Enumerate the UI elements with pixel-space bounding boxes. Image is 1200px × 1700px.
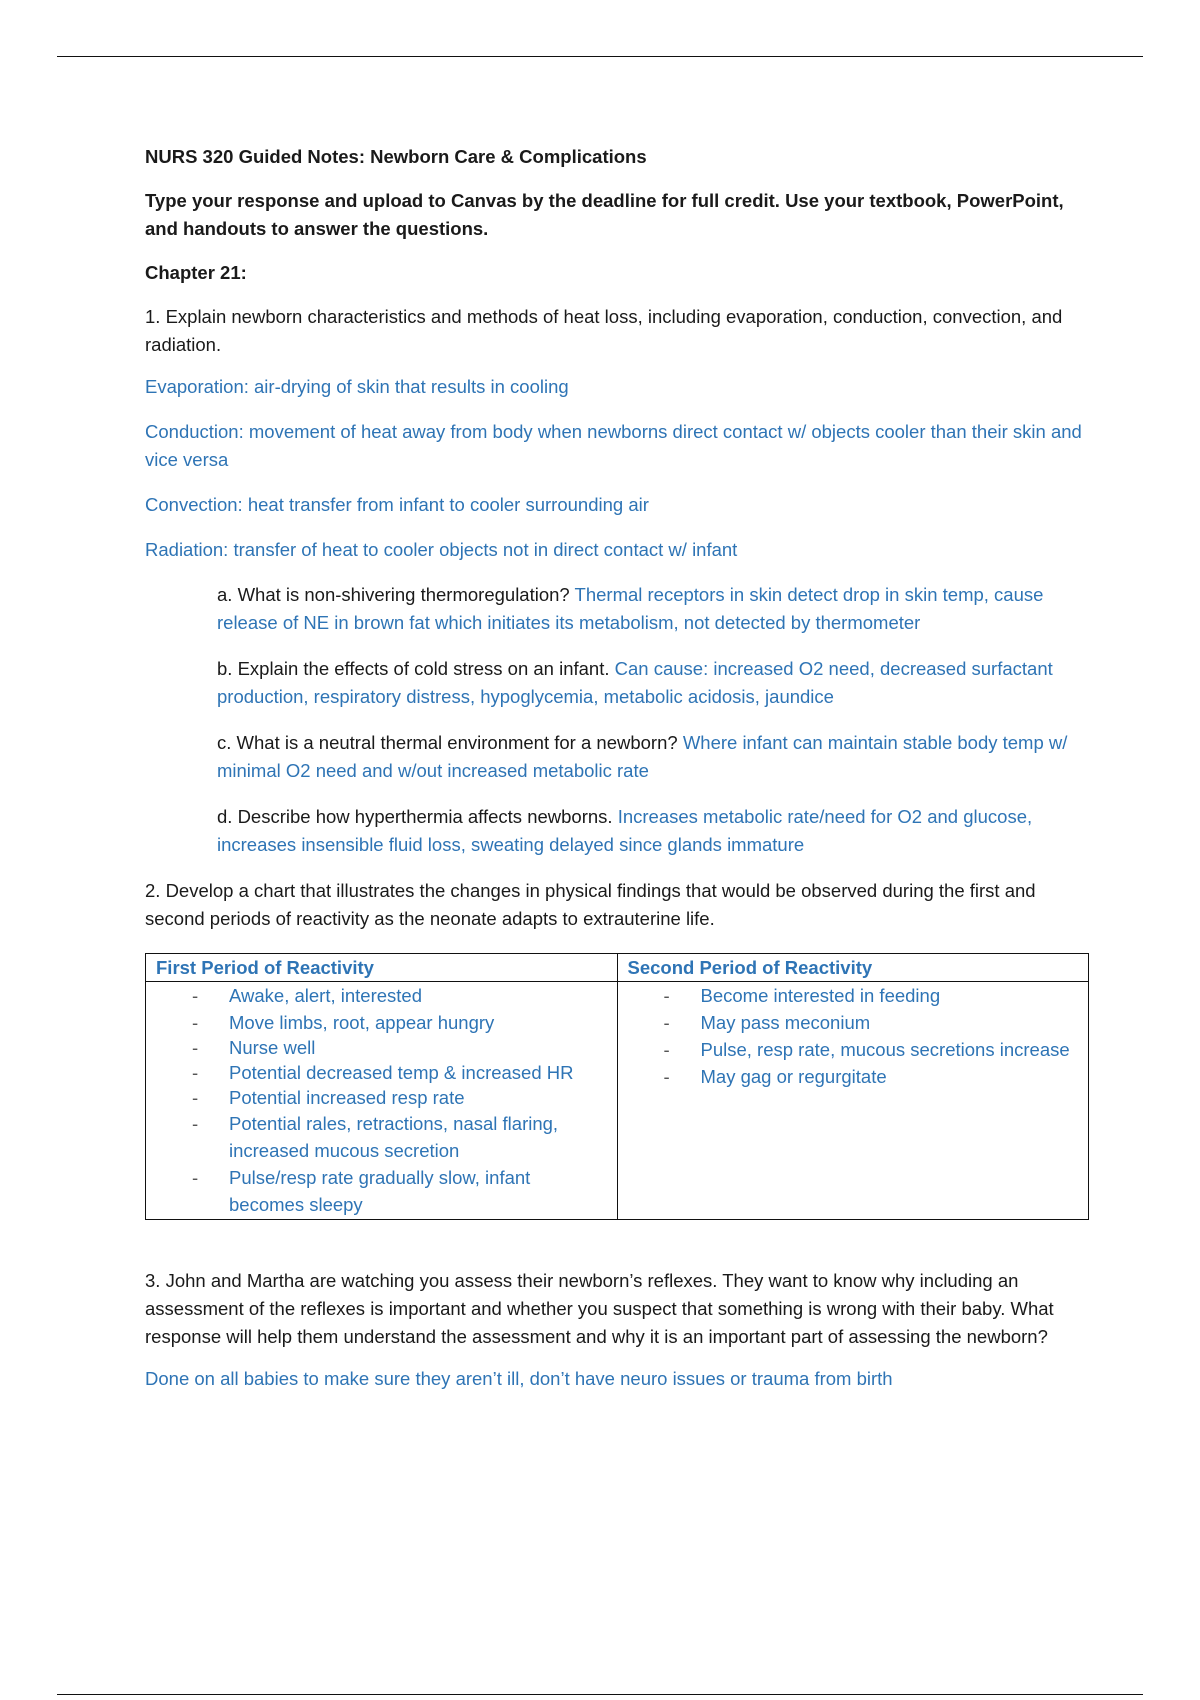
dash-bullet: -: [663, 985, 670, 1006]
second-period-list: [626, 982, 1081, 1090]
list-item: [192, 1110, 609, 1164]
subquestion-d: [217, 803, 1090, 859]
top-rule: [57, 56, 1143, 57]
document-title: NURS 320 Guided Notes: Newborn Care & Complications: [145, 146, 647, 167]
subquestion-d-answer: Increases metabolic rate/need for O2 and glucose, increases insensible fluid loss, sweating delayed since glands immature: [217, 806, 1033, 855]
chapter-heading: Chapter 21:: [145, 262, 247, 283]
list-item-text: Potential increased resp rate: [229, 1087, 465, 1108]
list-item: [192, 1164, 609, 1218]
subquestion-a: [217, 581, 1090, 637]
list-item-text: Move limbs, root, appear hungry: [229, 1012, 495, 1033]
list-item-text: May pass meconium: [700, 1012, 871, 1033]
list-item: [192, 1086, 609, 1110]
answer-evaporation: Evaporation: air-drying of skin that results in cooling: [145, 376, 569, 397]
answer-3: Done on all babies to make sure they aren’t ill, don’t have neuro issues or trauma from birth: [145, 1368, 893, 1389]
dash-bullet: -: [192, 1167, 199, 1188]
question-2: 2. Develop a chart that illustrates the changes in physical findings that would be observed during the first and second periods of reactivity as the neonate adapts to extrauterine life.: [145, 880, 1036, 929]
answer-convection: Convection: heat transfer from infant to cooler surrounding air: [145, 494, 649, 515]
subquestion-a-text: a. What is non-shivering thermoregulation?: [217, 584, 570, 605]
question-1: 1. Explain newborn characteristics and methods of heat loss, including evaporation, conduction, convection, and radiation.: [145, 306, 1063, 355]
list-item-text: Nurse well: [229, 1037, 316, 1058]
list-item: [192, 1059, 609, 1086]
dash-bullet: -: [663, 1012, 670, 1033]
subquestion-a-answer: Thermal receptors in skin detect drop in skin temp, cause release of NE in brown fat which initiates its metabolism, not detected by thermometer: [217, 584, 1044, 633]
list-item: [664, 982, 1081, 1009]
answer-radiation: Radiation: transfer of heat to cooler objects not in direct contact w/ infant: [145, 539, 738, 560]
table-header-row: [146, 954, 1089, 982]
subquestion-b-answer: Can cause: increased O2 need, decreased surfactant production, respiratory distress, hypoglycemia, metabolic acidosis, jaundice: [217, 658, 1053, 707]
dash-bullet: -: [663, 1039, 670, 1060]
subquestion-c-answer: Where infant can maintain stable body temp w/ minimal O2 need and w/out increased metabolic rate: [217, 732, 1068, 781]
subquestion-b: [217, 655, 1090, 711]
list-item: [664, 1063, 1081, 1090]
second-period-cell: [617, 982, 1089, 1220]
dash-bullet: -: [192, 1087, 199, 1108]
list-item-text: Become interested in feeding: [700, 985, 941, 1006]
instructions: Type your response and upload to Canvas by the deadline for full credit. Use your textbook, PowerPoint, and handouts to answer the questions.: [145, 190, 1064, 239]
reactivity-table: [145, 953, 1089, 1220]
bottom-rule: [57, 1694, 1143, 1695]
first-period-list: [154, 982, 609, 1218]
list-item-text: Pulse/resp rate gradually slow, infant becomes sleepy: [229, 1167, 531, 1215]
list-item-text: Pulse, resp rate, mucous secretions increase: [700, 1039, 1070, 1060]
second-period-header: Second Period of Reactivity: [617, 954, 1089, 982]
document-page: [145, 143, 1090, 1393]
list-item-text: Potential rales, retractions, nasal flaring, increased mucous secretion: [229, 1113, 559, 1161]
dash-bullet: -: [192, 985, 199, 1006]
list-item-text: Potential decreased temp & increased HR: [229, 1062, 574, 1083]
subquestion-b-text: b. Explain the effects of cold stress on an infant.: [217, 658, 610, 679]
answer-conduction: Conduction: movement of heat away from body when newborns direct contact w/ objects cooler than their skin and vice versa: [145, 421, 1082, 470]
first-period-header: First Period of Reactivity: [146, 954, 618, 982]
subquestion-c-text: c. What is a neutral thermal environment for a newborn?: [217, 732, 678, 753]
dash-bullet: -: [192, 1062, 199, 1083]
list-item: [192, 1036, 609, 1059]
dash-bullet: -: [192, 1012, 199, 1033]
subquestion-d-text: d. Describe how hyperthermia affects newborns.: [217, 806, 613, 827]
list-item: [192, 982, 609, 1009]
list-item: [192, 1009, 609, 1036]
list-item-text: Awake, alert, interested: [229, 985, 422, 1006]
list-item: [664, 1009, 1081, 1036]
list-item: [664, 1036, 1081, 1063]
question-3: 3. John and Martha are watching you assess their newborn’s reflexes. They want to know why including an assessment of the reflexes is important and whether you suspect that something is wrong with their baby. What response will help them understand the assessment and why it is an important part of assessing the newborn?: [145, 1270, 1054, 1347]
list-item-text: May gag or regurgitate: [700, 1066, 887, 1087]
dash-bullet: -: [192, 1113, 199, 1134]
dash-bullet: -: [663, 1066, 670, 1087]
dash-bullet: -: [192, 1037, 199, 1058]
subquestion-c: [217, 729, 1090, 785]
first-period-cell: [146, 982, 618, 1220]
table-body-row: [146, 982, 1089, 1220]
